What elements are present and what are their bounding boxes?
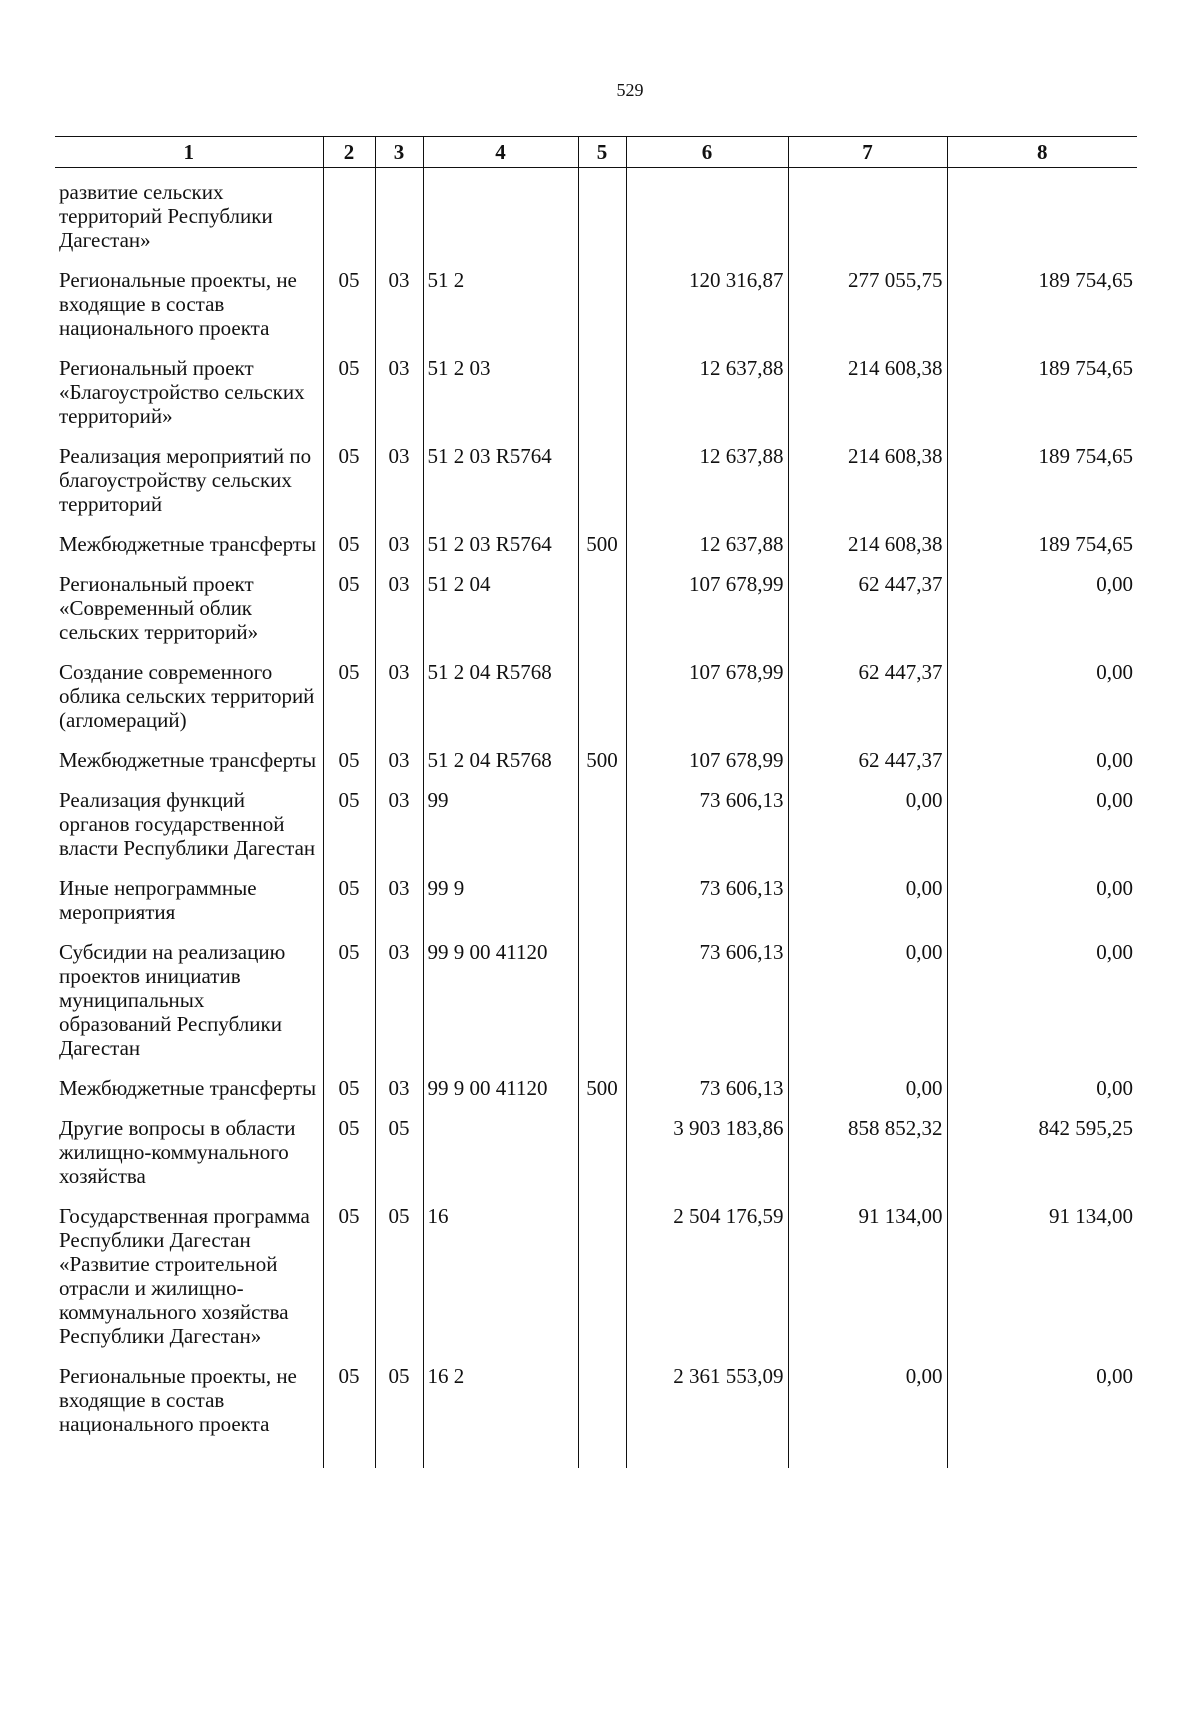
row-name-cell: Создание современного облика сельских территорий (агломераций)	[59, 660, 315, 732]
expense-type-cell	[578, 876, 626, 940]
row-name-cell: Региональные проекты, не входящие в состав национального проекта	[59, 268, 297, 340]
target-article-cell: 16	[423, 1204, 578, 1364]
column-header: 7	[788, 137, 947, 168]
column-header: 8	[947, 137, 1137, 168]
target-article-cell: 99	[423, 788, 578, 876]
expense-type-cell: 500	[578, 748, 626, 788]
table-row	[55, 444, 1137, 532]
section-code-cell: 05	[323, 572, 375, 660]
table-row	[55, 356, 1137, 444]
target-article-cell: 99 9 00 41120	[423, 1076, 578, 1116]
amount-col7-cell: 0,00	[788, 1364, 947, 1468]
expense-type-cell: 500	[578, 1076, 626, 1116]
expense-type-cell	[578, 444, 626, 532]
amount-col8-cell: 189 754,65	[947, 356, 1137, 444]
target-article-cell: 51 2 04 R5768	[423, 748, 578, 788]
section-code-cell: 05	[323, 876, 375, 940]
row-name-cell: Межбюджетные трансферты	[59, 1076, 317, 1100]
section-code-cell: 05	[323, 660, 375, 748]
table-row	[55, 168, 1137, 269]
subsection-code-cell: 03	[375, 444, 423, 532]
section-code-cell: 05	[323, 748, 375, 788]
amount-col8-cell: 91 134,00	[947, 1204, 1137, 1364]
amount-col8-cell: 189 754,65	[947, 268, 1137, 356]
section-code-cell: 05	[323, 1076, 375, 1116]
table-row	[55, 876, 1137, 940]
target-article-cell: 51 2	[423, 268, 578, 356]
amount-col7-cell: 62 447,37	[788, 660, 947, 748]
row-name-cell: Другие вопросы в области жилищно-коммунального хозяйства	[59, 1116, 296, 1188]
row-name-cell: Субсидии на реализацию проектов инициатив муниципальных образований Республики Дагестан	[59, 940, 286, 1060]
expense-type-cell	[578, 168, 626, 269]
row-name-cell: Межбюджетные трансферты	[59, 532, 317, 556]
column-header: 1	[55, 137, 323, 168]
expense-type-cell	[578, 940, 626, 1076]
amount-col7-cell: 0,00	[788, 1076, 947, 1116]
subsection-code-cell: 03	[375, 876, 423, 940]
table-row	[55, 532, 1137, 572]
row-name-cell: Иные непрограммные мероприятия	[59, 876, 257, 924]
subsection-code-cell: 03	[375, 1076, 423, 1116]
subsection-code-cell: 03	[375, 268, 423, 356]
table-row	[55, 788, 1137, 876]
amount-col8-cell: 0,00	[947, 748, 1137, 788]
row-name-cell: Реализация функций органов государственной власти Республики Дагестан	[59, 788, 316, 860]
row-name-cell: развитие сельских территорий Республики Дагестан»	[59, 180, 273, 252]
subsection-code-cell: 03	[375, 532, 423, 572]
expense-type-cell	[578, 268, 626, 356]
subsection-code-cell: 03	[375, 940, 423, 1076]
table-row	[55, 1204, 1137, 1364]
amount-col8-cell: 0,00	[947, 876, 1137, 940]
amount-col8-cell: 842 595,25	[947, 1116, 1137, 1204]
amount-col6-cell: 2 504 176,59	[626, 1204, 788, 1364]
amount-col8-cell: 0,00	[947, 788, 1137, 876]
subsection-code-cell: 05	[375, 1364, 423, 1468]
column-header: 5	[578, 137, 626, 168]
section-code-cell: 05	[323, 1204, 375, 1364]
subsection-code-cell: 03	[375, 660, 423, 748]
subsection-code-cell: 03	[375, 356, 423, 444]
section-code-cell: 05	[323, 356, 375, 444]
amount-col8-cell: 189 754,65	[947, 444, 1137, 532]
amount-col8-cell: 0,00	[947, 572, 1137, 660]
expense-type-cell	[578, 1364, 626, 1468]
amount-col7-cell: 91 134,00	[788, 1204, 947, 1364]
row-name-cell: Государственная программа Республики Дагестан «Развитие строительной отрасли и жилищно-коммунального хозяйства Республики Дагестан»	[59, 1204, 310, 1348]
target-article-cell: 51 2 04 R5768	[423, 660, 578, 748]
table-row	[55, 1364, 1137, 1468]
row-name-cell: Реализация мероприятий по благоустройству сельских территорий	[59, 444, 312, 516]
section-code-cell: 05	[323, 444, 375, 532]
section-code-cell: 05	[323, 532, 375, 572]
expense-type-cell	[578, 1116, 626, 1204]
amount-col6-cell: 120 316,87	[626, 268, 788, 356]
budget-table	[55, 136, 1137, 1468]
amount-col6-cell: 107 678,99	[626, 660, 788, 748]
column-header: 3	[375, 137, 423, 168]
subsection-code-cell: 05	[375, 1116, 423, 1204]
table-row	[55, 660, 1137, 748]
amount-col6-cell: 73 606,13	[626, 940, 788, 1076]
amount-col8-cell: 189 754,65	[947, 532, 1137, 572]
amount-col8-cell	[947, 168, 1137, 269]
header-row	[55, 137, 1137, 168]
table-row	[55, 748, 1137, 788]
target-article-cell: 99 9	[423, 876, 578, 940]
amount-col6-cell: 107 678,99	[626, 572, 788, 660]
amount-col7-cell: 214 608,38	[788, 444, 947, 532]
subsection-code-cell: 05	[375, 1204, 423, 1364]
amount-col6-cell: 73 606,13	[626, 788, 788, 876]
amount-col7-cell: 0,00	[788, 788, 947, 876]
section-code-cell: 05	[323, 940, 375, 1076]
amount-col7-cell: 62 447,37	[788, 748, 947, 788]
amount-col6-cell: 12 637,88	[626, 532, 788, 572]
subsection-code-cell	[375, 168, 423, 269]
column-header: 4	[423, 137, 578, 168]
section-code-cell: 05	[323, 1364, 375, 1468]
table-row	[55, 1076, 1137, 1116]
amount-col6-cell: 107 678,99	[626, 748, 788, 788]
section-code-cell: 05	[323, 268, 375, 356]
amount-col7-cell: 277 055,75	[788, 268, 947, 356]
amount-col8-cell: 0,00	[947, 940, 1137, 1076]
amount-col6-cell: 2 361 553,09	[626, 1364, 788, 1468]
page-number: 529	[616, 80, 644, 100]
row-name-cell: Региональный проект «Благоустройство сельских территорий»	[59, 356, 305, 428]
row-name-cell: Региональные проекты, не входящие в состав национального проекта	[59, 1364, 297, 1436]
target-article-cell: 16 2	[423, 1364, 578, 1468]
expense-type-cell	[578, 660, 626, 748]
amount-col7-cell: 214 608,38	[788, 532, 947, 572]
amount-col7-cell: 214 608,38	[788, 356, 947, 444]
target-article-cell: 51 2 03 R5764	[423, 532, 578, 572]
target-article-cell: 99 9 00 41120	[423, 940, 578, 1076]
amount-col6-cell: 12 637,88	[626, 356, 788, 444]
row-name-cell: Межбюджетные трансферты	[59, 748, 317, 772]
expense-type-cell: 500	[578, 532, 626, 572]
subsection-code-cell: 03	[375, 748, 423, 788]
section-code-cell	[323, 168, 375, 269]
row-name-cell: Региональный проект «Современный облик сельских территорий»	[59, 572, 259, 644]
table-row	[55, 572, 1137, 660]
subsection-code-cell: 03	[375, 572, 423, 660]
amount-col7-cell	[788, 168, 947, 269]
expense-type-cell	[578, 572, 626, 660]
target-article-cell: 51 2 03 R5764	[423, 444, 578, 532]
column-header: 6	[626, 137, 788, 168]
table-row	[55, 268, 1137, 356]
amount-col7-cell: 0,00	[788, 940, 947, 1076]
table-row	[55, 1116, 1137, 1204]
amount-col7-cell: 0,00	[788, 876, 947, 940]
table-row	[55, 940, 1137, 1076]
subsection-code-cell: 03	[375, 788, 423, 876]
amount-col8-cell: 0,00	[947, 660, 1137, 748]
column-header: 2	[323, 137, 375, 168]
section-code-cell: 05	[323, 1116, 375, 1204]
expense-type-cell	[578, 356, 626, 444]
table-body	[55, 168, 1137, 1469]
amount-col7-cell: 62 447,37	[788, 572, 947, 660]
amount-col7-cell: 858 852,32	[788, 1116, 947, 1204]
section-code-cell: 05	[323, 788, 375, 876]
amount-col6-cell: 12 637,88	[626, 444, 788, 532]
expense-type-cell	[578, 1204, 626, 1364]
amount-col6-cell: 3 903 183,86	[626, 1116, 788, 1204]
amount-col6-cell	[626, 168, 788, 269]
expense-type-cell	[578, 788, 626, 876]
target-article-cell: 51 2 04	[423, 572, 578, 660]
amount-col8-cell: 0,00	[947, 1364, 1137, 1468]
target-article-cell	[423, 1116, 578, 1204]
target-article-cell	[423, 168, 578, 269]
target-article-cell: 51 2 03	[423, 356, 578, 444]
amount-col8-cell: 0,00	[947, 1076, 1137, 1116]
amount-col6-cell: 73 606,13	[626, 1076, 788, 1116]
amount-col6-cell: 73 606,13	[626, 876, 788, 940]
